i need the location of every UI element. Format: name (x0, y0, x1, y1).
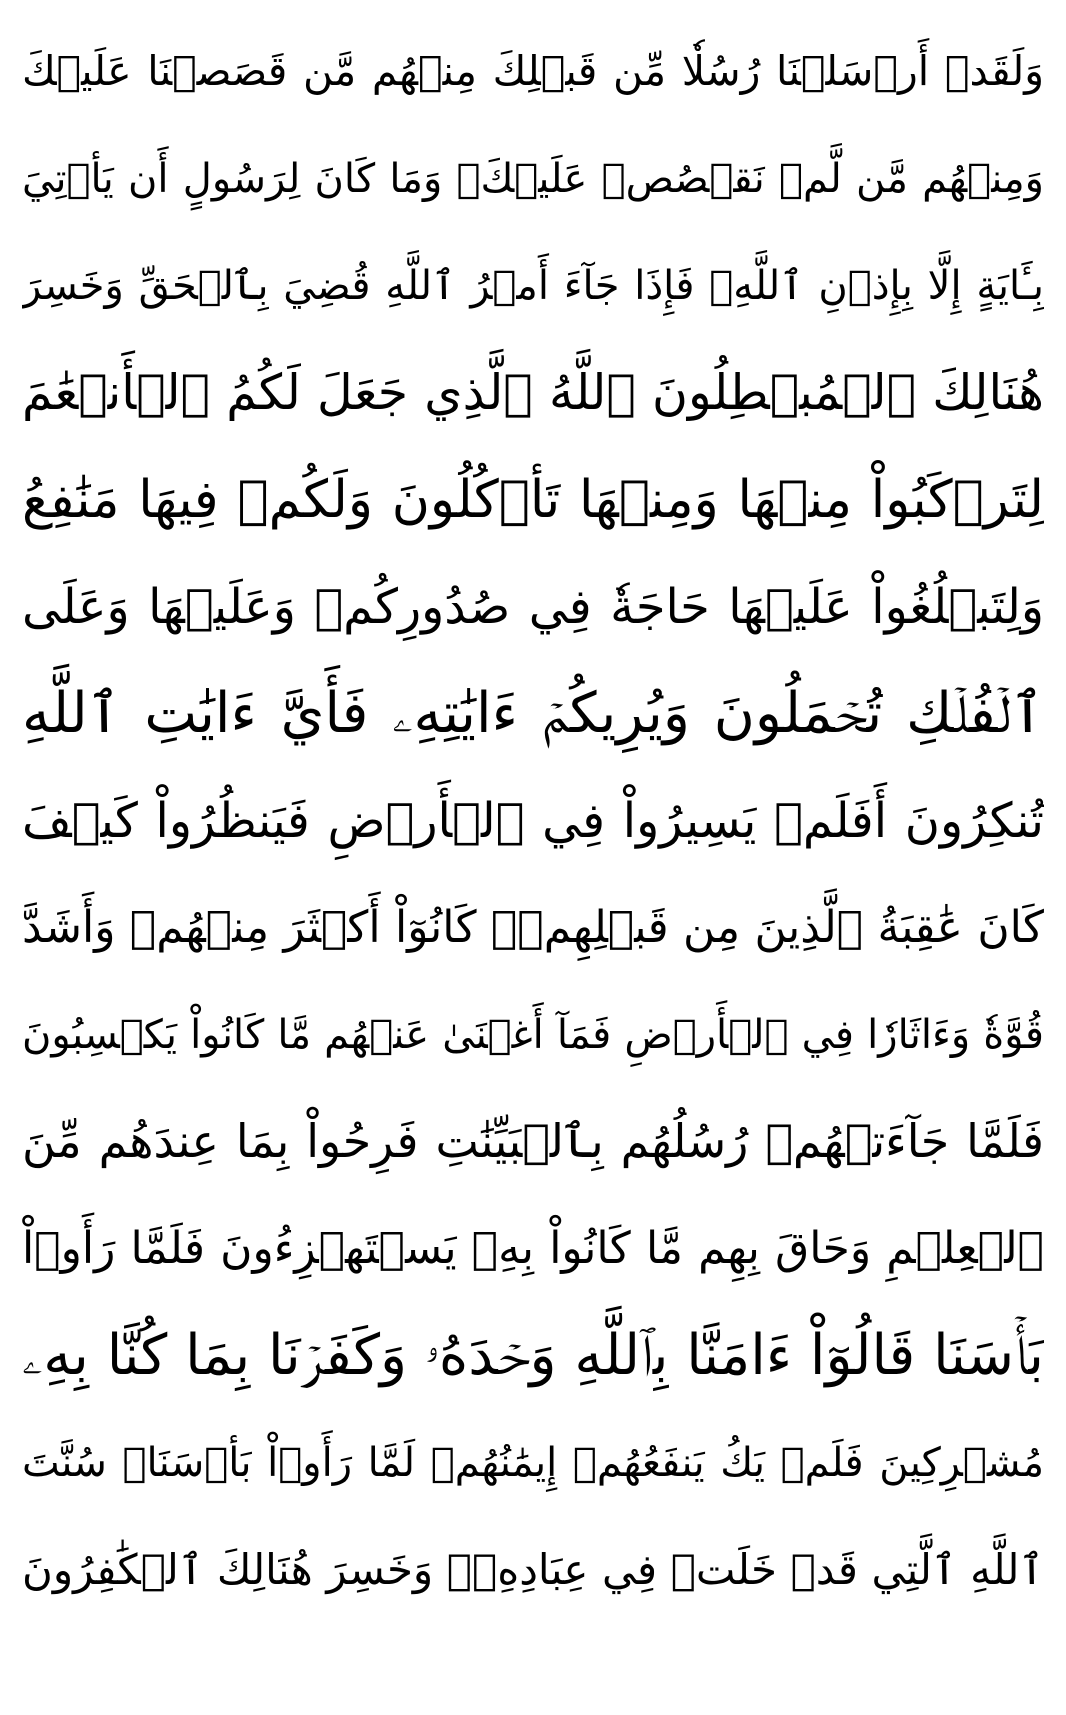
verse-line (22, 767, 1044, 874)
verse-line (22, 1088, 1044, 1195)
verse-line-text: تُنكِرُونَ أَفَلَمۡ يَسِيرُواْ فِي ٱلۡأَرۡضِ فَيَنظُرُواْ كَيۡفَ (22, 792, 1044, 849)
verse-line-text: فَلَمَّا جَآءَتۡهُمۡ رُسُلُهُم بِٱلۡبَيِّنَٰتِ فَرِحُواْ بِمَا عِندَهُم مِّنَ (22, 1114, 1044, 1168)
verse-line (22, 874, 1044, 981)
verse-lines (22, 18, 1044, 1623)
verse-line-text: مُشۡرِكِينَ فَلَمۡ يَكُ يَنفَعُهُمۡ إِيمَٰنُهُمۡ لَمَّا رَأَوۡاْ بَأۡسَنَاۖ سُنَّتَ (22, 1439, 1044, 1486)
verse-line (22, 232, 1044, 339)
verse-line (22, 18, 1044, 125)
verse-line (22, 981, 1044, 1088)
verse-line (22, 1409, 1044, 1516)
verse-line-text: لِتَرۡكَبُواْ مِنۡهَا وَمِنۡهَا تَأۡكُلُونَ وَلَكُمۡ فِيهَا مَنَٰفِعُ (22, 469, 1044, 530)
verse-line-text: بَأۡسَنَا قَالُوٓاْ ءَامَنَّا بِٱللَّهِ وَحۡدَهُۥ وَكَفَرۡنَا بِمَا كُنَّا بِهِۦ (22, 1322, 1044, 1388)
verse-line-text: قُوَّةٗ وَءَاثَارٗا فِي ٱلۡأَرۡضِ فَمَآ أَغۡنَىٰ عَنۡهُم مَّا كَانُواْ يَكۡسِبُونَ (22, 1011, 1044, 1058)
verse-line (22, 339, 1044, 446)
verse-line (22, 660, 1044, 767)
verse-line-text: وَمِنۡهُم مَّن لَّمۡ نَقۡصُصۡ عَلَيۡكَۗ وَمَا كَانَ لِرَسُولٍ أَن يَأۡتِيَ (22, 155, 1044, 202)
verse-line (22, 553, 1044, 660)
verse-line (22, 1516, 1044, 1623)
verse-line-text: ٱلۡعِلۡمِ وَحَاقَ بِهِم مَّا كَانُواْ بِهِۦ يَسۡتَهۡزِءُونَ فَلَمَّا رَأَوۡاْ (22, 1222, 1044, 1274)
verse-line-text: بِـَٔايَةٍ إِلَّا بِإِذۡنِ ٱللَّهِۚ فَإِذَا جَآءَ أَمۡرُ ٱللَّهِ قُضِيَ بِٱلۡحَقِّ وَخَسِرَ (22, 262, 1044, 309)
verse-line (22, 446, 1044, 553)
verse-line-text: وَلِتَبۡلُغُواْ عَلَيۡهَا حَاجَةٗ فِي صُدُورِكُمۡ وَعَلَيۡهَا وَعَلَى (22, 578, 1044, 635)
verse-line-text: هُنَالِكَ ٱلۡمُبۡطِلُونَ ٱللَّهُ ٱلَّذِي جَعَلَ لَكُمُ ٱلۡأَنۡعَٰمَ (22, 363, 1044, 421)
verse-line-text: ٱللَّهِ ٱلَّتِي قَدۡ خَلَتۡ فِي عِبَادِهِۦۖ وَخَسِرَ هُنَالِكَ ٱلۡكَٰفِرُونَ (22, 1545, 1044, 1594)
verse-line (22, 125, 1044, 232)
verse-line-text: ٱلۡفُلۡكِ تُحۡمَلُونَ وَيُرِيكُمۡ ءَايَٰتِهِۦ فَأَيَّ ءَايَٰتِ ٱللَّهِ (22, 680, 1044, 746)
verse-line-text: كَانَ عَٰقِبَةُ ٱلَّذِينَ مِن قَبۡلِهِمۡۚ كَانُوٓاْ أَكۡثَرَ مِنۡهُمۡ وَأَشَدَّ (22, 901, 1044, 953)
verse-line-text: وَلَقَدۡ أَرۡسَلۡنَا رُسُلٗا مِّن قَبۡلِكَ مِنۡهُم مَّن قَصَصۡنَا عَلَيۡكَ (22, 46, 1044, 95)
verse-line (22, 1302, 1044, 1409)
verse-line (22, 1195, 1044, 1302)
